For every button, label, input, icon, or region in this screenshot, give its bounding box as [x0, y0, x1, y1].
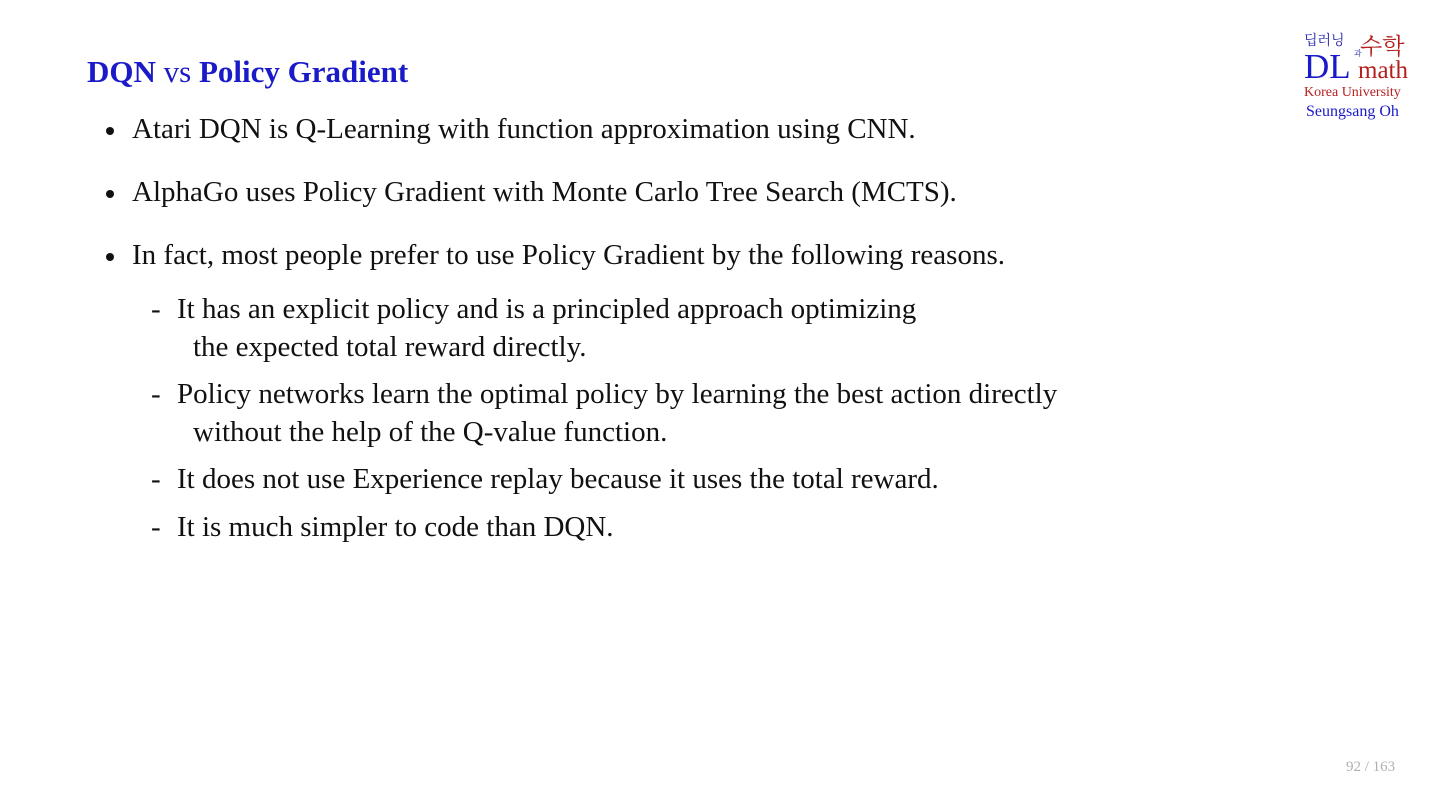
- logo-math: math: [1358, 57, 1408, 84]
- bullet-dot: [106, 127, 114, 135]
- logo-korean-deep-learning: 딥러닝: [1304, 33, 1345, 49]
- sub-item-line: Policy networks learn the optimal policy by learning the best action directly: [177, 378, 1058, 410]
- sub-item-dash: -: [151, 293, 161, 325]
- sub-item-dash: -: [151, 463, 161, 495]
- logo-university: Korea University: [1304, 85, 1401, 100]
- logo-dl: DL: [1304, 47, 1351, 86]
- title-policy-gradient: Policy Gradient: [198, 54, 409, 89]
- title-dqn: DQN: [87, 54, 156, 89]
- logo-korean-and: 과: [1354, 49, 1362, 58]
- sub-item-dash: -: [151, 511, 161, 543]
- bullet-dot: [106, 253, 114, 261]
- bullet-dot: [106, 190, 114, 198]
- page-number: 92 / 163: [1346, 759, 1396, 775]
- sub-item-continuation: without the help of the Q-value function.: [193, 416, 668, 448]
- bullet-item: AlphaGo uses Policy Gradient with Monte Carlo Tree Search (MCTS).: [132, 176, 957, 208]
- sub-item-dash: -: [151, 378, 161, 410]
- sub-item-line: It does not use Experience replay because it uses the total reward.: [177, 463, 939, 495]
- slide-title: [87, 52, 408, 92]
- logo-author: Seungsang Oh: [1306, 103, 1399, 120]
- sub-item-continuation: the expected total reward directly.: [193, 331, 587, 363]
- sub-item-line: It has an explicit policy and is a principled approach optimizing: [177, 293, 917, 325]
- dlmath-logo: [1298, 30, 1416, 126]
- bullet-item: Atari DQN is Q-Learning with function approximation using CNN.: [132, 113, 916, 145]
- logo-korean-math: 수학: [1360, 34, 1405, 60]
- bullet-item: In fact, most people prefer to use Policy Gradient by the following reasons.: [132, 239, 1005, 271]
- title-vs: vs: [163, 54, 192, 89]
- sub-item-line: It is much simpler to code than DQN.: [177, 511, 614, 543]
